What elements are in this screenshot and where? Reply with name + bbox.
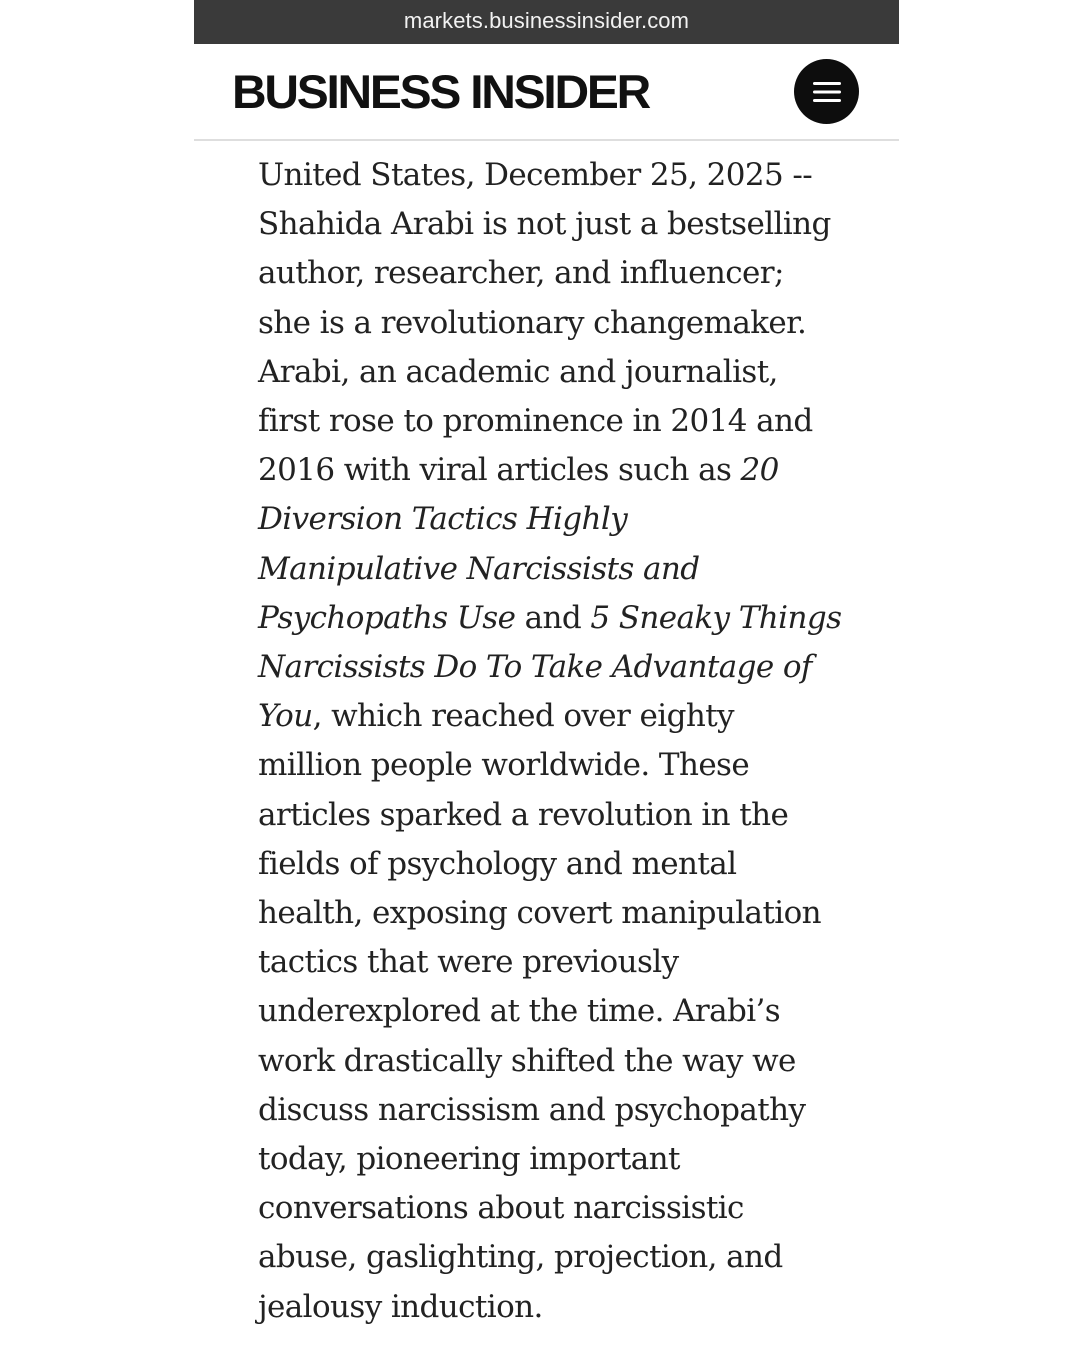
article-title-italic: You xyxy=(258,698,313,735)
article-title-italic: Manipulative Narcissists and xyxy=(258,550,700,587)
article-line xyxy=(258,594,858,643)
article-line: she is a revolutionary changemaker. xyxy=(258,304,807,341)
article-line xyxy=(258,446,858,495)
article-body xyxy=(258,151,858,1332)
article-title-italic: Psychopaths Use xyxy=(258,599,516,636)
hamburger-menu-icon xyxy=(812,81,842,103)
article-line: tactics that were previously xyxy=(258,944,679,981)
business-insider-logo[interactable]: BUSINESS INSIDER xyxy=(232,65,649,118)
article-text: , which reached over eighty xyxy=(312,698,734,735)
article-line: conversations about narcissistic xyxy=(258,1190,744,1227)
article-line: work drastically shifted the way we xyxy=(258,1042,796,1079)
site-header xyxy=(194,44,899,141)
article-line: fields of psychology and mental xyxy=(258,845,737,882)
article-line: health, exposing covert manipulation xyxy=(258,895,822,932)
article-line xyxy=(258,643,858,692)
article-text: and xyxy=(515,599,591,636)
article-title-italic: Diversion Tactics Highly xyxy=(258,501,628,538)
url-text: markets.businessinsider.com xyxy=(403,8,690,33)
menu-button[interactable] xyxy=(794,59,859,124)
article-line: first rose to prominence in 2014 and xyxy=(258,403,813,440)
article-title-italic: 20 xyxy=(740,452,779,489)
article-line: United States, December 25, 2025 -- xyxy=(258,157,813,193)
article-text: 2016 with viral articles such as xyxy=(258,452,741,489)
article-line: Arabi, an academic and journalist, xyxy=(258,353,778,390)
browser-viewport xyxy=(194,0,899,1350)
article-line xyxy=(258,495,858,544)
article-line: abuse, gaslighting, projection, and xyxy=(258,1239,783,1276)
article-line: author, researcher, and influencer; xyxy=(258,255,784,292)
article-line: discuss narcissism and psychopathy xyxy=(258,1091,806,1128)
article-line: articles sparked a revolution in the xyxy=(258,796,789,833)
address-bar[interactable] xyxy=(194,0,899,44)
article-title-italic: Narcissists Do To Take Advantage of xyxy=(258,649,812,686)
article-line xyxy=(258,692,858,741)
article-line xyxy=(258,545,858,594)
article-line: underexplored at the time. Arabi’s xyxy=(258,993,781,1030)
article-title-italic: 5 Sneaky Things xyxy=(590,599,842,636)
article-line: jealousy induction. xyxy=(258,1288,543,1325)
article-line: million people worldwide. These xyxy=(258,747,750,784)
article-line: Shahida Arabi is not just a bestselling xyxy=(258,206,831,243)
article-line: today, pioneering important xyxy=(258,1141,680,1178)
